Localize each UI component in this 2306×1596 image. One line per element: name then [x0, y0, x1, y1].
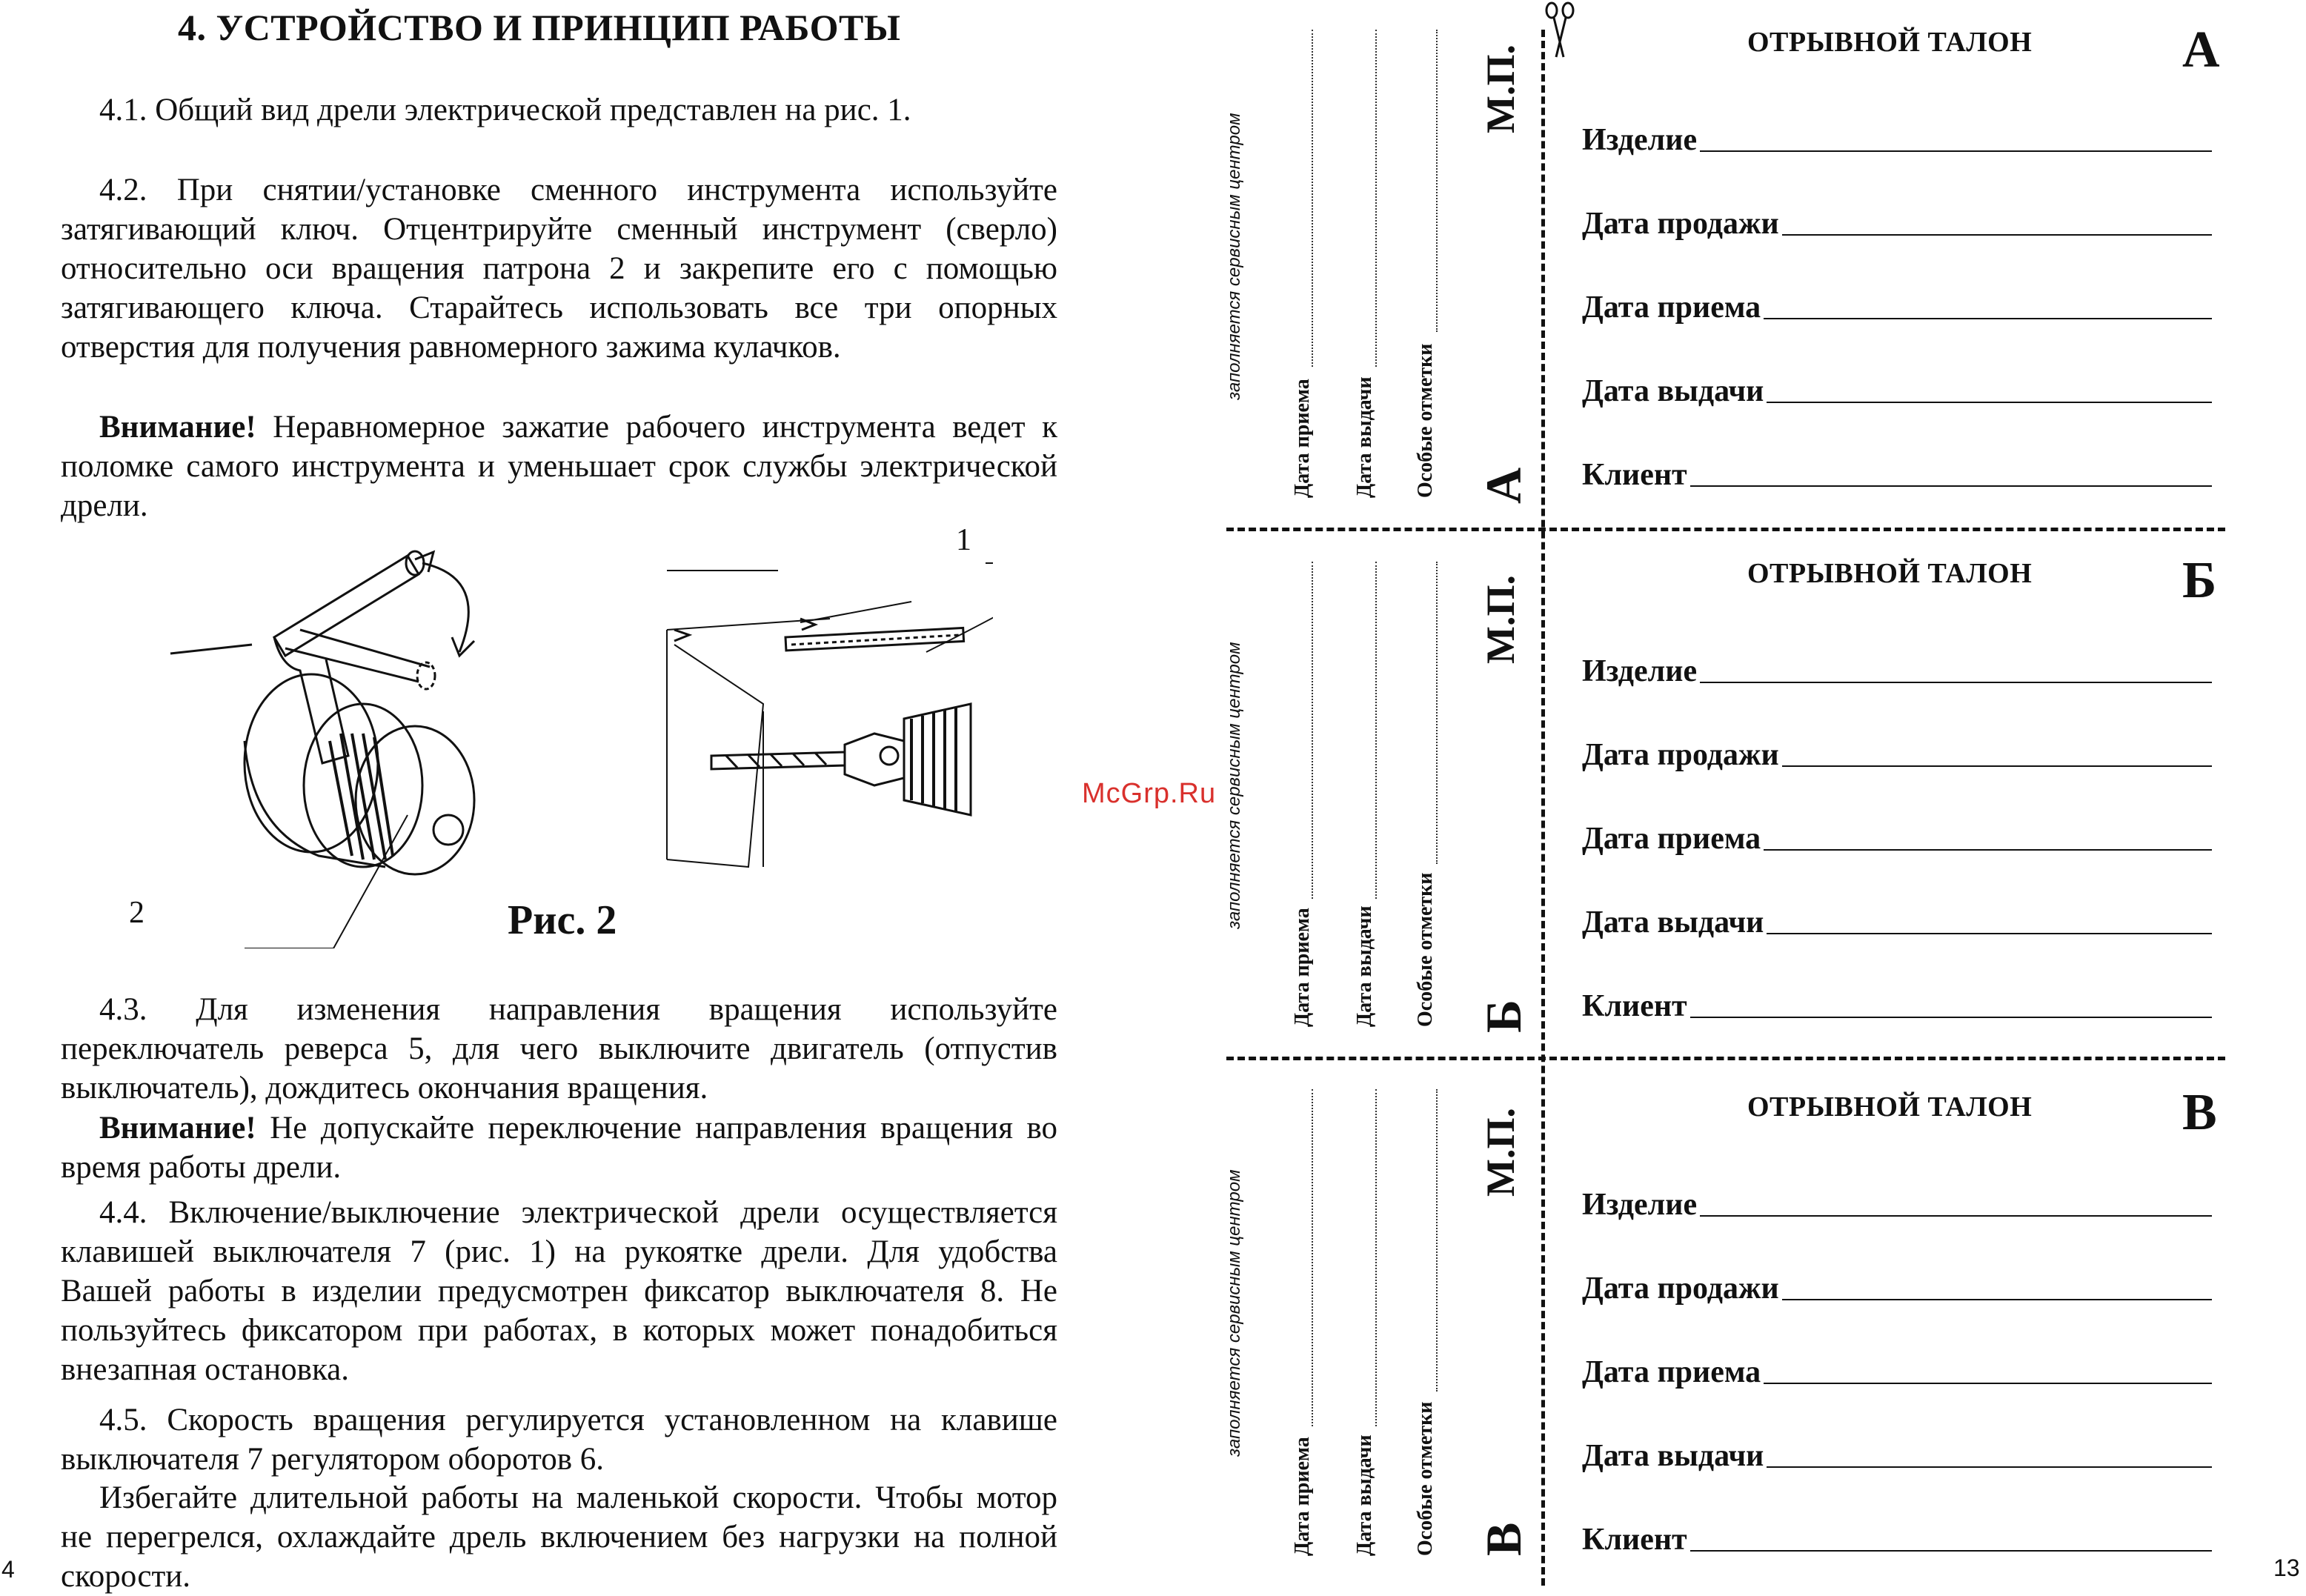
coupon-v-receive-date-field[interactable] — [1582, 1354, 2212, 1390]
coupon-a-sale-date-field[interactable] — [1582, 206, 2212, 242]
coupon-a-issue-date-label: Дата выдачи — [1582, 374, 1764, 408]
chuck-center — [433, 815, 463, 845]
page-number-left: 4 — [1, 1556, 15, 1583]
warning-2-text: Не допускайте переключение направления вращения во время работы дрели. — [61, 1111, 1057, 1185]
vertical-cut-line — [1541, 30, 1545, 1586]
coupon-b-sale-date-field[interactable] — [1582, 737, 2212, 773]
warning-2 — [61, 1108, 1057, 1187]
paragraph-4-1-text: 4.1. Общий вид дрели электрической представлен на рис. 1. — [99, 93, 911, 127]
coupon-b-receive-date-field[interactable] — [1582, 821, 2212, 857]
stub-v-letter: В — [1475, 1522, 1532, 1556]
drill-chuck — [845, 734, 904, 785]
coupon-a-client-field[interactable] — [1582, 457, 2212, 493]
coupon-v-receive-date-label: Дата приема — [1582, 1355, 1761, 1389]
coupon-v-client-field[interactable] — [1582, 1522, 2212, 1557]
coupon-b-issue-date-field[interactable] — [1582, 905, 2212, 940]
coupon-a-product-field[interactable] — [1582, 122, 2212, 158]
paragraph-4-1 — [61, 90, 1057, 130]
paragraph-4-6 — [61, 1478, 1057, 1596]
figure-label-1: 1 — [956, 523, 971, 557]
stub-a-date-issued: Дата выдачи — [1353, 376, 1376, 498]
coupon-b-title: ОТРЫВНОЙ ТАЛОН — [1747, 558, 2033, 589]
watermark: McGrp.Ru — [1082, 778, 1217, 809]
stub-b-stamp: М.П. — [1478, 575, 1523, 664]
rotation-arrow — [422, 563, 468, 652]
paragraph-4-6-text: Избегайте длительной работы на маленькой скорости. Чтобы мотор не перегрелся, охлаждайте дрель включением без нагрузки на полной скорости. — [61, 1480, 1057, 1594]
coupon-b-sale-date-label: Дата продажи — [1582, 738, 1779, 772]
coupon-a-receive-date-label: Дата приема — [1582, 290, 1761, 325]
coupon-v-sale-date-field[interactable] — [1582, 1271, 2212, 1306]
stub-a-date-received: Дата приема — [1291, 379, 1314, 498]
cut-line-b-v — [1226, 1057, 2225, 1060]
warning-1-label: Внимание! — [99, 410, 256, 445]
coupon-b-client-label: Клиент — [1582, 989, 1687, 1023]
coupon-v-sale-date-label: Дата продажи — [1582, 1271, 1779, 1306]
scissors-icon — [1543, 1, 1580, 61]
coupon-a-receive-date-field[interactable] — [1582, 290, 2212, 325]
stub-v-special-notes: Особые отметки — [1414, 1401, 1437, 1556]
drill-body-line — [170, 645, 252, 654]
coupon-v-title: ОТРЫВНОЙ ТАЛОН — [1747, 1091, 2033, 1123]
coupon-v-client-label: Клиент — [1582, 1523, 1687, 1557]
coupon-b-product-field[interactable] — [1582, 654, 2212, 689]
paragraph-4-5 — [61, 1400, 1057, 1479]
coupon-a-issue-date-field[interactable] — [1582, 373, 2212, 409]
coupon-v-issue-date-label: Дата выдачи — [1582, 1439, 1764, 1473]
coupon-a-sale-date-label: Дата продажи — [1582, 207, 1779, 241]
coupon-a-client-label: Клиент — [1582, 458, 1687, 492]
paragraph-4-3 — [61, 990, 1057, 1108]
stub-b-letter: Б — [1475, 1000, 1532, 1033]
coupon-v-letter: В — [2182, 1084, 2217, 1141]
coupon-v-product-label: Изделие — [1582, 1188, 1698, 1222]
stub-a-service-note: заполняется сервисным центром — [1224, 113, 1244, 400]
figure-caption: Рис. 2 — [508, 897, 617, 943]
stub-b-date-issued: Дата выдачи — [1353, 905, 1376, 1027]
stub-b-special-notes: Особые отметки — [1414, 872, 1437, 1027]
chuck-key-handle — [274, 556, 419, 656]
stub-a-special-notes: Особые отметки — [1414, 343, 1437, 498]
paragraph-4-2-text: 4.2. При снятии/установке сменного инструмента используйте затягивающий ключ. Отцентрируйте сменный инструмент (сверло) относительно оси вращения патрона 2 и закрепите его с помощью затягивающего ключа. Старайтесь использовать все три опорных отверстия для получения равномерного зажима кулачков. — [61, 173, 1057, 365]
stub-b-service-note: заполняется сервисным центром — [1224, 642, 1244, 929]
left-page — [0, 0, 1141, 1594]
figure-label-2: 2 — [129, 896, 144, 930]
stub-v-service-note: заполняется сервисным центром — [1224, 1169, 1244, 1457]
warning-2-label: Внимание! — [99, 1111, 256, 1146]
warning-1-text: Неравномерное зажатие рабочего инструмента ведет к поломке самого инструмента и уменьшает срок службы электрической дрели. — [61, 410, 1057, 523]
stub-a-letter: А — [1475, 467, 1532, 504]
coupon-a-title: ОТРЫВНОЙ ТАЛОН — [1747, 27, 2033, 58]
coupon-a-letter: А — [2182, 21, 2220, 79]
coupon-b-letter: Б — [2182, 552, 2217, 609]
coupon-b-product-label: Изделие — [1582, 654, 1698, 688]
stub-v-date-received: Дата приема — [1291, 1437, 1314, 1556]
leader-1 — [926, 563, 993, 652]
warning-1 — [61, 408, 1057, 525]
coupon-b-receive-date-label: Дата приема — [1582, 822, 1761, 856]
page-number-right: 13 — [2273, 1555, 2300, 1581]
stub-a-stamp: М.П. — [1478, 44, 1523, 133]
coupon-b-issue-date-label: Дата выдачи — [1582, 905, 1764, 940]
coupon-v-product-field[interactable] — [1582, 1187, 2212, 1223]
section-title: 4. УСТРОЙСТВО И ПРИНЦИП РАБОТЫ — [178, 7, 901, 48]
stub-v-stamp: М.П. — [1478, 1108, 1523, 1197]
cut-line-a-b — [1226, 528, 2225, 531]
stub-v-date-issued: Дата выдачи — [1353, 1434, 1376, 1556]
figure-2-illustration — [163, 519, 993, 948]
paragraph-4-3-text: 4.3. Для изменения направления вращения используйте переключатель реверса 5, для чего выключите двигатель (отпустив выключатель), дождитесь окончания вращения. — [61, 992, 1057, 1105]
paragraph-4-4 — [61, 1193, 1057, 1389]
paragraph-4-5-text: 4.5. Скорость вращения регулируется установленном на клавише выключателя 7 регулятором оборотов 6. — [61, 1403, 1057, 1477]
stub-b-date-received: Дата приема — [1291, 908, 1314, 1027]
coupon-b-client-field[interactable] — [1582, 988, 2212, 1024]
paragraph-4-2 — [61, 170, 1057, 367]
coupon-a-product-label: Изделие — [1582, 123, 1698, 157]
coupon-v-issue-date-field[interactable] — [1582, 1438, 2212, 1474]
paragraph-4-4-text: 4.4. Включение/выключение электрической дрели осуществляется клавишей выключателя 7 (рис. 1) на рукоятке дрели. Для удобства Вашей работы в изделии предусмотрен фиксатор выключателя 8. Не пользуйтесь фиксатором при работах, в которых может понадобиться внезапная остановка. — [61, 1195, 1057, 1387]
